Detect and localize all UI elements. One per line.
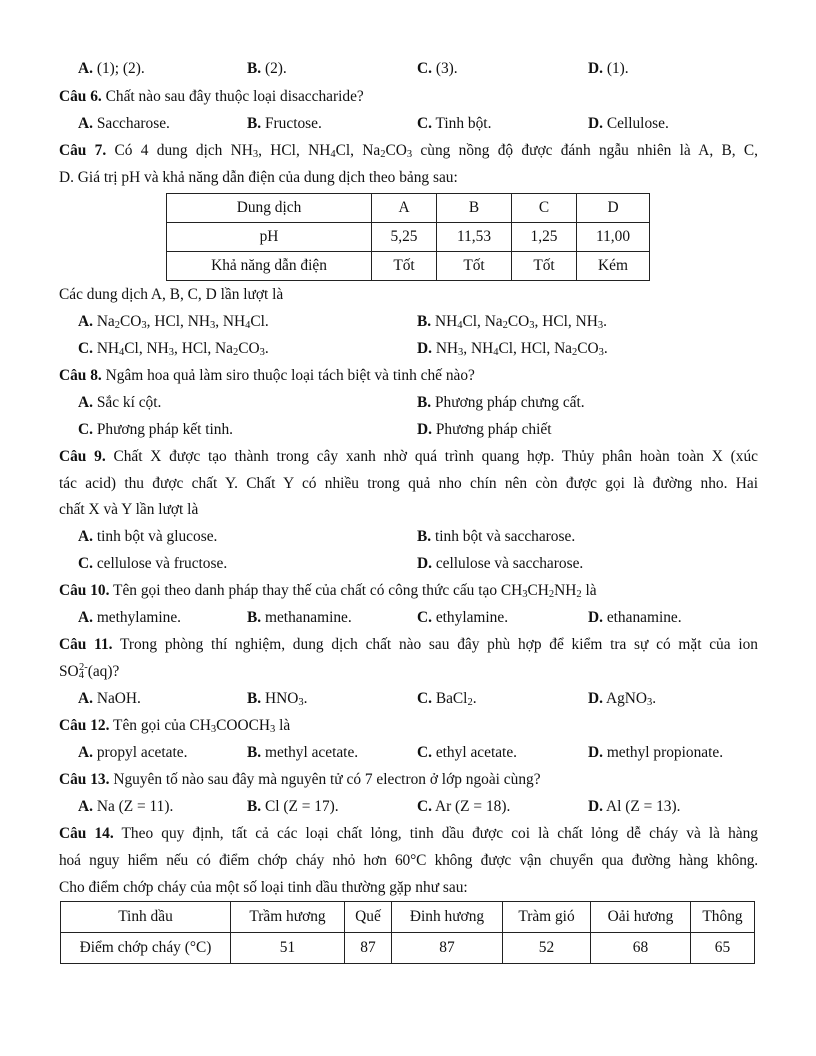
q7-option-c: C. $NH_4Cl$, $NH_3$, HCl, $Na_2CO_3$. bbox=[78, 340, 269, 358]
q7-table-cell: 5,25 bbox=[372, 223, 437, 252]
q10-option-d: D. ethanamine. bbox=[588, 609, 682, 626]
q7-table-cell: Dung dịch bbox=[167, 194, 372, 223]
q10-stem: Câu 10. Tên gọi theo danh pháp thay thế của chất có công thức cấu tạo $CH_3CH_2NH_2$ là bbox=[59, 582, 597, 600]
q7-table-cell: 11,00 bbox=[577, 223, 650, 252]
q12-option-b: B. methyl acetate. bbox=[247, 744, 359, 761]
q14-table-cell: Thông bbox=[691, 902, 755, 933]
q7-table-cell: 11,53 bbox=[437, 223, 512, 252]
q12-option-d: D. methyl propionate. bbox=[588, 744, 724, 761]
q13-option-c: C. Ar (Z = 18). bbox=[417, 798, 511, 815]
q6-option-a: A. Saccharose. bbox=[78, 115, 170, 132]
q7-table-cell: A bbox=[372, 194, 437, 223]
q13-option-d: D. Al (Z = 13). bbox=[588, 798, 681, 815]
q7-option-b: B. $NH_4Cl$, $Na_2CO_3$, HCl, $NH_3$. bbox=[417, 313, 607, 331]
q14-table-cell: 51 bbox=[231, 933, 345, 964]
q14-table-cell: Tinh dầu bbox=[61, 902, 231, 933]
q7-stem-line1: Câu 7. Có 4 dung dịch $NH_3$, HCl, $NH_4Cl$, $Na_2CO_3$ cùng nồng độ được đánh ngẫu nhiên là A, B, C, bbox=[59, 142, 758, 160]
q14-stem-line1: Câu 14. Theo quy định, tất cả các loại chất lỏng, tinh dầu được coi là chất lỏng dễ cháy và là hàng bbox=[59, 825, 758, 842]
q7-table-cell: Khả năng dẫn điện bbox=[167, 252, 372, 281]
q14-table-cell: Trầm hương bbox=[231, 902, 345, 933]
q12-stem: Câu 12. Tên gọi của $CH_3COOCH_3$ là bbox=[59, 717, 291, 735]
q13-stem: Câu 13. Nguyên tố nào sau đây mà nguyên tử có 7 electron ở lớp ngoài cùng? bbox=[59, 771, 541, 788]
q7-after-text: Các dung dịch A, B, C, D lần lượt là bbox=[59, 286, 284, 303]
q9-option-c: C. cellulose và fructose. bbox=[78, 555, 228, 572]
q13-option-a: A. Na (Z = 11). bbox=[78, 798, 174, 815]
q14-table-cell: 68 bbox=[591, 933, 691, 964]
q11-option-b: B. $HNO_3$. bbox=[247, 690, 308, 708]
q14-stem-line3: Cho điểm chớp cháy của một số loại tinh dầu thường gặp như sau: bbox=[59, 879, 468, 896]
q14-table-cell: Đinh hương bbox=[392, 902, 503, 933]
q10-option-c: C. ethylamine. bbox=[417, 609, 509, 626]
q7-table-cell: Tốt bbox=[512, 252, 577, 281]
q14-table-cell: 87 bbox=[392, 933, 503, 964]
q8-stem: Câu 8. Ngâm hoa quả làm siro thuộc loại tách biệt và tinh chế nào? bbox=[59, 367, 475, 384]
q7-table bbox=[166, 193, 650, 281]
q6-option-c: C. Tinh bột. bbox=[417, 115, 492, 132]
q11-stem-line1: Câu 11. Trong phòng thí nghiệm, dung dịch chất nào sau đây phù hợp để kiểm tra sự có mặt của ion bbox=[59, 636, 758, 653]
q5-option-a: A. (1); (2). bbox=[78, 60, 145, 77]
q7-table-cell: Tốt bbox=[372, 252, 437, 281]
q9-option-d: D. cellulose và saccharose. bbox=[417, 555, 584, 572]
q9-option-b: B. tinh bột và saccharose. bbox=[417, 528, 576, 545]
q7-stem-line2: D. Giá trị pH và khả năng dẫn điện của dung dịch theo bảng sau: bbox=[59, 169, 458, 186]
q5-option-b: B. (2). bbox=[247, 60, 287, 77]
q7-table-cell: 1,25 bbox=[512, 223, 577, 252]
q7-option-d: D. $NH_3$, $NH_4Cl$, HCl, $Na_2CO_3$. bbox=[417, 340, 608, 358]
q7-table-cell: C bbox=[512, 194, 577, 223]
q14-table-cell: Oải hương bbox=[591, 902, 691, 933]
q13-option-b: B. Cl (Z = 17). bbox=[247, 798, 339, 815]
q7-table-ph-row bbox=[167, 223, 650, 252]
q8-option-a: A. Sắc kí cột. bbox=[78, 394, 162, 411]
q6-stem: Câu 6. Chất nào sau đây thuộc loại disaccharide? bbox=[59, 88, 364, 105]
q7-option-a: A. $Na_2CO_3$, HCl, $NH_3$, $NH_4Cl$. bbox=[78, 313, 269, 331]
q12-option-c: C. ethyl acetate. bbox=[417, 744, 518, 761]
q7-table-conductivity-row bbox=[167, 252, 650, 281]
q14-table-data-row bbox=[61, 933, 755, 964]
q7-table-cell: pH bbox=[167, 223, 372, 252]
q14-table-cell: Tràm gió bbox=[503, 902, 591, 933]
q5-option-d: D. (1). bbox=[588, 60, 629, 77]
q10-option-a: A. methylamine. bbox=[78, 609, 182, 626]
q11-stem-line2: $SO_4^{2-}(aq)$? bbox=[59, 662, 120, 681]
q12-option-a: A. propyl acetate. bbox=[78, 744, 188, 761]
q8-option-b: B. Phương pháp chưng cất. bbox=[417, 394, 585, 411]
q14-table bbox=[60, 901, 755, 964]
q7-table-cell: Tốt bbox=[437, 252, 512, 281]
q7-table-cell: B bbox=[437, 194, 512, 223]
q5-option-c: C. (3). bbox=[417, 60, 458, 77]
q11-option-a: A. NaOH. bbox=[78, 690, 141, 707]
q11-option-d: D. AgNO$_3$. bbox=[588, 690, 657, 708]
q6-option-d: D. Cellulose. bbox=[588, 115, 669, 132]
q9-stem-line1: Câu 9. Chất X được tạo thành trong cây xanh nhờ quá trình quang hợp. Thủy phân hoàn toàn X (xúc bbox=[59, 448, 758, 465]
q9-option-a: A. tinh bột và glucose. bbox=[78, 528, 218, 545]
q9-stem-line2: tác acid) thu được chất Y. Chất Y có nhiều trong quả nho chín nên còn được gọi là đường nho. Hai bbox=[59, 475, 758, 492]
q7-table-cell: Kém bbox=[577, 252, 650, 281]
q8-option-d: D. Phương pháp chiết bbox=[417, 421, 552, 438]
q14-table-cell: 87 bbox=[345, 933, 392, 964]
q14-table-cell: 52 bbox=[503, 933, 591, 964]
q8-option-c: C. Phương pháp kết tinh. bbox=[78, 421, 234, 438]
q14-table-cell: Điểm chớp cháy (°C) bbox=[61, 933, 231, 964]
q7-table-header-row bbox=[167, 194, 650, 223]
q14-stem-line2: hoá nguy hiểm nếu có điểm chớp cháy nhỏ hơn 60°C không được vận chuyển qua đường hàng không. bbox=[59, 852, 758, 869]
q14-table-cell: 65 bbox=[691, 933, 755, 964]
q6-option-b: B. Fructose. bbox=[247, 115, 322, 132]
q7-table-cell: D bbox=[577, 194, 650, 223]
q11-option-c: C. BaCl$_2$. bbox=[417, 690, 477, 708]
q14-table-cell: Quế bbox=[345, 902, 392, 933]
q9-stem-line3: chất X và Y lần lượt là bbox=[59, 501, 199, 518]
q14-table-header-row bbox=[61, 902, 755, 933]
q10-option-b: B. methanamine. bbox=[247, 609, 352, 626]
